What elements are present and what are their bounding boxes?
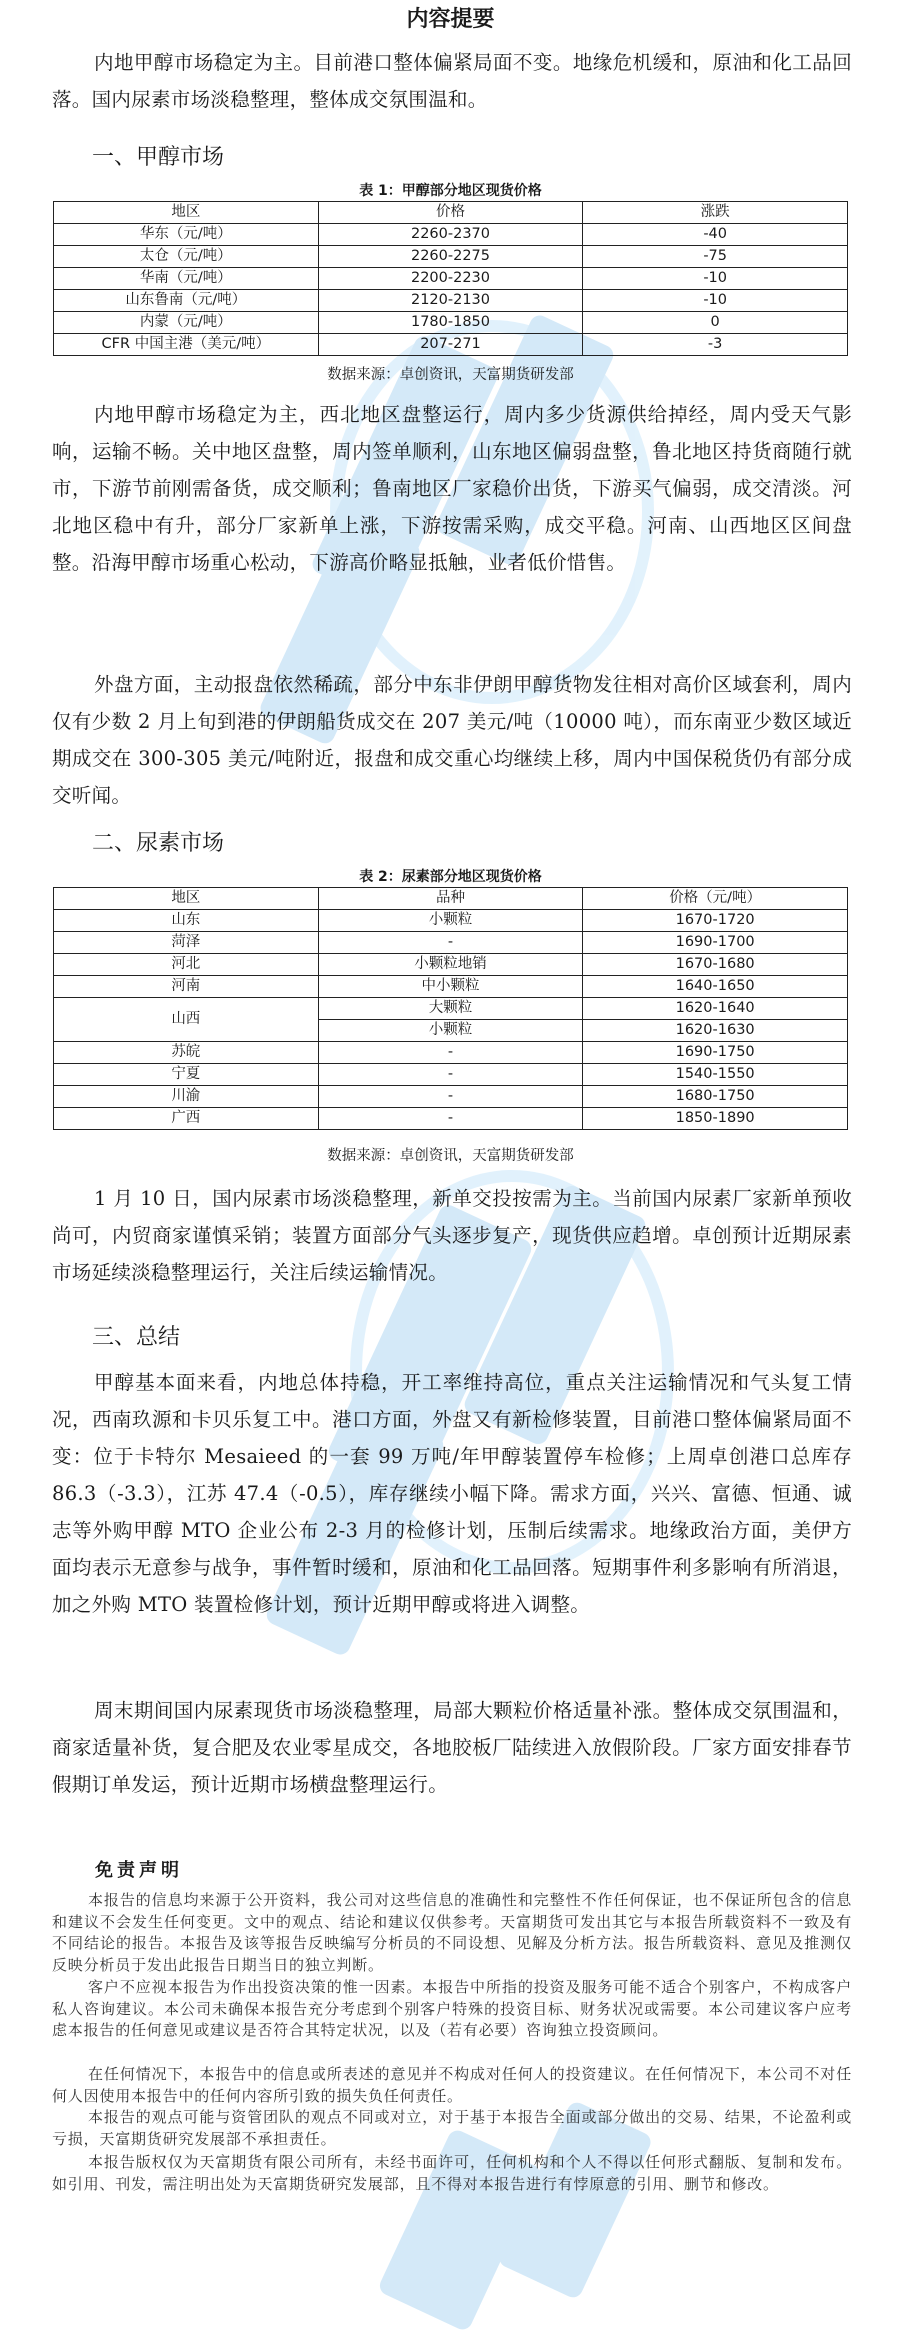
table-cell: 山东鲁南（元/吨） bbox=[54, 290, 319, 312]
table-row bbox=[54, 290, 848, 312]
methanol-price-table bbox=[53, 201, 848, 356]
table-cell: 内蒙（元/吨） bbox=[54, 312, 319, 334]
table-header-row bbox=[54, 888, 848, 910]
table-row bbox=[54, 334, 848, 356]
table-cell: - bbox=[318, 1108, 583, 1130]
table-cell: 小颗粒 bbox=[318, 1020, 583, 1042]
disclaimer-paragraph: 客户不应视本报告为作出投资决策的惟一因素。本报告中所指的投资及服务可能不适合个别客户，不构成客户私人咨询建议。本公司未确保本报告充分考虑到个别客户特殊的投资目标、财务状况或需要。本公司建议客户应考虑本报告的任何意见或建议是否符合其特定状况，以及（若有必要）咨询独立投资顾问。 bbox=[52, 1978, 852, 2039]
page-title: 内容提要 bbox=[406, 7, 495, 32]
disclaimer-paragraph: 本报告版权仅为天富期货有限公司所有，未经书面许可，任何机构和个人不得以任何形式翻版、复制和发布。如引用、刊发，需注明出处为天富期货研究发展部，且不得对本报告进行有悖原意的引用、删节和修改。 bbox=[52, 2153, 852, 2193]
section-heading-summary: 三、总结 bbox=[92, 1325, 181, 1350]
urea-price-table bbox=[53, 887, 848, 1130]
table-row bbox=[54, 932, 848, 954]
disclaimer-paragraph: 在任何情况下，本报告中的信息或所表述的意见并不构成对任何人的投资建议。在任何情况下，本公司不对任何人因使用本报告中的任何内容所引致的损失负任何责任。 bbox=[52, 2065, 852, 2105]
table-cell: 川渝 bbox=[54, 1086, 319, 1108]
table-cell: 山西 bbox=[54, 998, 319, 1042]
table-cell: 1620-1630 bbox=[583, 1020, 848, 1042]
urea-market-paragraph: 1 月 10 日，国内尿素市场淡稳整理，新单交投按需为主。当前国内尿素厂家新单预收尚可，内贸商家谨慎采销；装置方面部分气头逐步复产，现货供应趋增。卓创预计近期尿素市场延续淡稳整理运行，关注后续运输情况。 bbox=[52, 1187, 852, 1284]
table-cell: 1670-1720 bbox=[583, 910, 848, 932]
table-cell: 1620-1640 bbox=[583, 998, 848, 1020]
table-cell: -40 bbox=[583, 224, 848, 246]
table-header-row bbox=[54, 202, 848, 224]
disclaimer-paragraph: 本报告的信息均来源于公开资料，我公司对这些信息的准确性和完整性不作任何保证，也不保证所包含的信息和建议不会发生任何变更。文中的观点、结论和建议仅供参考。天富期货可发出其它与本报告所载资料不一致及有不同结论的报告。本报告及该等报告反映编写分析员的不同设想、见解及分析方法。报告所载资料、意见及推测仅反映分析员于发出此报告日期当日的独立判断。 bbox=[52, 1891, 852, 1974]
table-cell: 苏皖 bbox=[54, 1042, 319, 1064]
table-cell: 1780-1850 bbox=[318, 312, 583, 334]
table-cell: 1540-1550 bbox=[583, 1064, 848, 1086]
table-cell: 中小颗粒 bbox=[318, 976, 583, 998]
table-cell: - bbox=[318, 1042, 583, 1064]
table-cell: 1640-1650 bbox=[583, 976, 848, 998]
table-row bbox=[54, 246, 848, 268]
table-cell: 2260-2275 bbox=[318, 246, 583, 268]
table-cell: 1670-1680 bbox=[583, 954, 848, 976]
table-row bbox=[54, 1042, 848, 1064]
summary-paragraph: 内地甲醇市场稳定为主。目前港口整体偏紧局面不变。地缘危机缓和，原油和化工品回落。国内尿素市场淡稳整理，整体成交氛围温和。 bbox=[52, 51, 852, 111]
table-cell: 河南 bbox=[54, 976, 319, 998]
table-cell: 小颗粒 bbox=[318, 910, 583, 932]
table-cell: - bbox=[318, 932, 583, 954]
column-header: 价格（元/吨） bbox=[583, 888, 848, 910]
table-cell: 菏泽 bbox=[54, 932, 319, 954]
table-row bbox=[54, 1108, 848, 1130]
table-cell: 1850-1890 bbox=[583, 1108, 848, 1130]
table-cell: 华南（元/吨） bbox=[54, 268, 319, 290]
section-heading-urea: 二、尿素市场 bbox=[92, 831, 225, 856]
table-row bbox=[54, 976, 848, 998]
table-cell: 宁夏 bbox=[54, 1064, 319, 1086]
table-cell: -10 bbox=[583, 290, 848, 312]
column-header: 地区 bbox=[54, 202, 319, 224]
table-row bbox=[54, 224, 848, 246]
table1-source: 数据来源：卓创资讯，天富期货研发部 bbox=[327, 367, 574, 383]
table-cell: 0 bbox=[583, 312, 848, 334]
table-cell: 207-271 bbox=[318, 334, 583, 356]
table-cell: 1690-1750 bbox=[583, 1042, 848, 1064]
table-cell: 小颗粒地销 bbox=[318, 954, 583, 976]
table-row bbox=[54, 954, 848, 976]
disclaimer-heading: 免责声明 bbox=[95, 1860, 183, 1881]
table-cell: - bbox=[318, 1064, 583, 1086]
table-cell: -10 bbox=[583, 268, 848, 290]
table2-caption: 表 2：尿素部分地区现货价格 bbox=[359, 869, 542, 885]
table-cell: 2260-2370 bbox=[318, 224, 583, 246]
table-cell: CFR 中国主港（美元/吨） bbox=[54, 334, 319, 356]
column-header: 价格 bbox=[318, 202, 583, 224]
table-row bbox=[54, 268, 848, 290]
table-cell: 广西 bbox=[54, 1108, 319, 1130]
table-cell: - bbox=[318, 1086, 583, 1108]
table-cell: 2120-2130 bbox=[318, 290, 583, 312]
column-header: 地区 bbox=[54, 888, 319, 910]
table-row bbox=[54, 1064, 848, 1086]
table-cell: -75 bbox=[583, 246, 848, 268]
methanol-domestic-paragraph: 内地甲醇市场稳定为主，西北地区盘整运行，周内多少货源供给掉经，周内受天气影响，运输不畅。关中地区盘整，周内签单顺利，山东地区偏弱盘整，鲁北地区持货商随行就市，下游节前刚需备货，成交顺利；鲁南地区厂家稳价出货，下游买气偏弱，成交清淡。河北地区稳中有升，部分厂家新单上涨，下游按需采购，成交平稳。河南、山西地区区间盘整。沿海甲醇市场重心松动，下游高价略显抵触，业者低价惜售。 bbox=[52, 403, 852, 574]
disclaimer-paragraph: 本报告的观点可能与资管团队的观点不同或对立，对于基于本报告全面或部分做出的交易、结果，不论盈利或亏损，天富期货研究发展部不承担责任。 bbox=[52, 2108, 852, 2148]
table-row bbox=[54, 312, 848, 334]
table-cell: 山东 bbox=[54, 910, 319, 932]
table-cell: 太仓（元/吨） bbox=[54, 246, 319, 268]
table2-source: 数据来源：卓创资讯，天富期货研发部 bbox=[327, 1148, 574, 1164]
column-header: 品种 bbox=[318, 888, 583, 910]
column-header: 涨跌 bbox=[583, 202, 848, 224]
table-cell: 1690-1700 bbox=[583, 932, 848, 954]
table-cell: 华东（元/吨） bbox=[54, 224, 319, 246]
table-row bbox=[54, 1086, 848, 1108]
table-cell: -3 bbox=[583, 334, 848, 356]
table-cell: 河北 bbox=[54, 954, 319, 976]
table-cell: 2200-2230 bbox=[318, 268, 583, 290]
section-heading-methanol: 一、甲醇市场 bbox=[92, 145, 225, 170]
summary-methanol-paragraph: 甲醇基本面来看，内地总体持稳，开工率维持高位，重点关注运输情况和气头复工情况，西南玖源和卡贝乐复工中。港口方面，外盘又有新检修装置，目前港口整体偏紧局面不变：位于卡特尔 Mesaieed 的一套 99 万吨/年甲醇装置停车检修；上周卓创港口总库存 86.3（-3.3），江苏 47.4（-0.5），库存继续小幅下降。需求方面，兴兴、富德、恒通、诚志等外购甲醇 MTO 企业公布 2-3 月的检修计划，压制后续需求。地缘政治方面，美伊方面均表示无意参与战争，事件暂时缓和，原油和化工品回落。短期事件利多影响有所消退，加之外购 MTO 装置检修计划，预计近期甲醇或将进入调整。 bbox=[52, 1371, 852, 1616]
table-row bbox=[54, 910, 848, 932]
table-cell: 大颗粒 bbox=[318, 998, 583, 1020]
table1-caption: 表 1：甲醇部分地区现货价格 bbox=[359, 183, 542, 199]
summary-urea-paragraph: 周末期间国内尿素现货市场淡稳整理，局部大颗粒价格适量补涨。整体成交氛围温和，商家适量补货，复合肥及农业零星成交，各地胶板厂陆续进入放假阶段。厂家方面安排春节假期订单发运，预计近期市场横盘整理运行。 bbox=[52, 1699, 852, 1796]
table-cell: 1680-1750 bbox=[583, 1086, 848, 1108]
table-row bbox=[54, 998, 848, 1020]
methanol-foreign-paragraph: 外盘方面，主动报盘依然稀疏，部分中东非伊朗甲醇货物发往相对高价区域套利，周内仅有少数 2 月上旬到港的伊朗船货成交在 207 美元/吨（10000 吨），而东南亚少数区域近期成交在 300-305 美元/吨附近，报盘和成交重心均继续上移，周内中国保税货仍有部分成交听闻。 bbox=[52, 673, 852, 807]
